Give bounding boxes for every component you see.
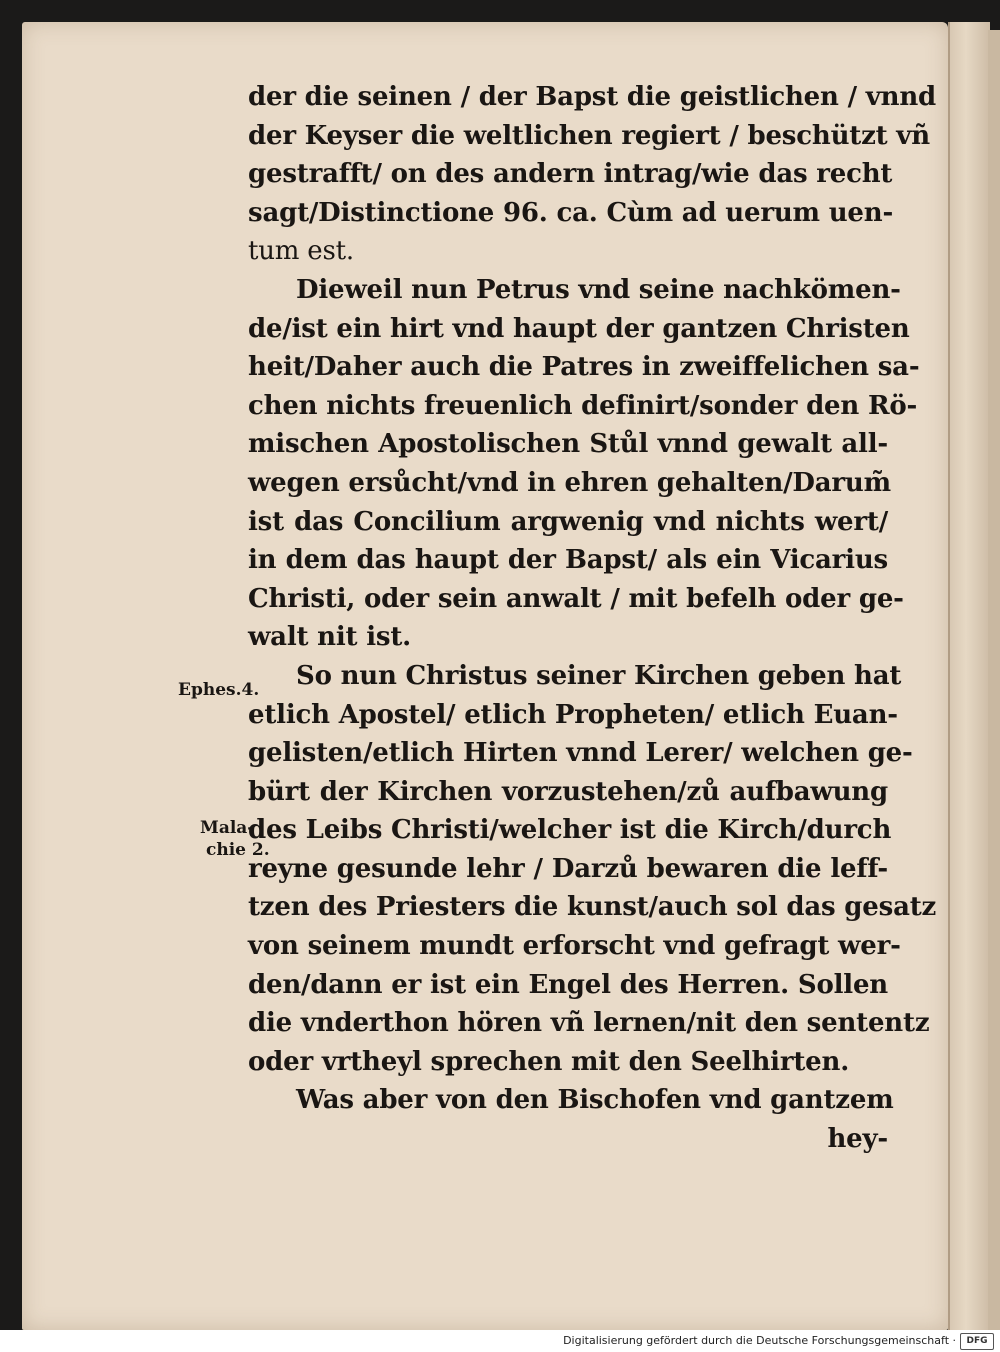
text-line: den/dann er ist ein Engel des Herren. Sollen: [248, 969, 888, 1000]
text-line: die vnderthon hören vñ lernen/nit den sententz: [248, 1008, 930, 1039]
footer-bar: [0, 1330, 1000, 1352]
text-line: der Keyser die weltlichen regiert / beschützt vñ: [248, 120, 930, 151]
text-line: der die seinen / der Bapst die geistlichen / vnnd: [248, 82, 937, 112]
text-line: chen nichts freuenlich definirt/sonder den Rö-: [248, 390, 918, 421]
text-line: gestrafft/ on des andern intrag/wie das recht: [248, 159, 893, 190]
paragraph-start-line: Was aber von den Bischofen vnd gantzem: [296, 1085, 894, 1116]
text-line: tum est.: [248, 236, 354, 267]
text-line: des Leibs Christi/welcher ist die Kirch/durch: [248, 815, 892, 846]
paragraph-start-line: Dieweil nun Petrus vnd seine nachkömen-: [296, 274, 901, 305]
page-edge-outer: [988, 30, 1000, 1330]
text-line: mischen Apostolischen Stůl vnnd gewalt all-: [248, 429, 888, 460]
text-line: heit/Daher auch die Patres in zweiffelichen sa-: [248, 352, 920, 383]
margin-note-chie: chie 2.: [206, 840, 270, 860]
text-line: in dem das haupt der Bapst/ als ein Vicarius: [248, 545, 888, 576]
text-line: walt nit ist.: [248, 622, 411, 653]
dfg-logo-icon: DFG: [960, 1333, 994, 1350]
page-edge: [948, 22, 990, 1330]
catchword: hey-: [827, 1124, 888, 1155]
text-line: tzen des Priesters die kunst/auch sol das gesatz: [248, 892, 937, 923]
paragraph-start-line: So nun Christus seiner Kirchen geben hat: [296, 660, 902, 691]
text-line: ist das Concilium argwenig vnd nichts wert/: [248, 506, 888, 537]
margin-note-mala: Mala-: [200, 818, 255, 838]
margin-note-ephes: Ephes.4.: [178, 680, 260, 700]
text-line: Christi, oder sein anwalt / mit befelh oder ge-: [248, 583, 904, 614]
text-line: bürt der Kirchen vorzustehen/zů aufbawung: [248, 776, 888, 807]
funding-credit: Digitalisierung gefördert durch die Deutsche Forschungsgemeinschaft ·: [563, 1334, 956, 1347]
text-line: gelisten/etlich Hirten vnnd Lerer/ welchen ge-: [248, 738, 913, 769]
text-line: etlich Apostel/ etlich Propheten/ etlich Euan-: [248, 699, 898, 730]
text-line: von seinem mundt erforscht vnd gefragt wer-: [248, 931, 901, 962]
body-text: [248, 78, 937, 1159]
text-line: reyne gesunde lehr / Darzů bewaren die leff-: [248, 853, 888, 884]
text-line: de/ist ein hirt vnd haupt der gantzen Christen: [248, 313, 910, 344]
text-line: oder vrtheyl sprechen mit den Seelhirten.: [248, 1046, 850, 1077]
text-line: sagt/Distinctione 96. ca. Cùm ad uerum uen-: [248, 197, 894, 228]
text-line: wegen ersůcht/vnd in ehren gehalten/Darum̃: [248, 467, 891, 498]
